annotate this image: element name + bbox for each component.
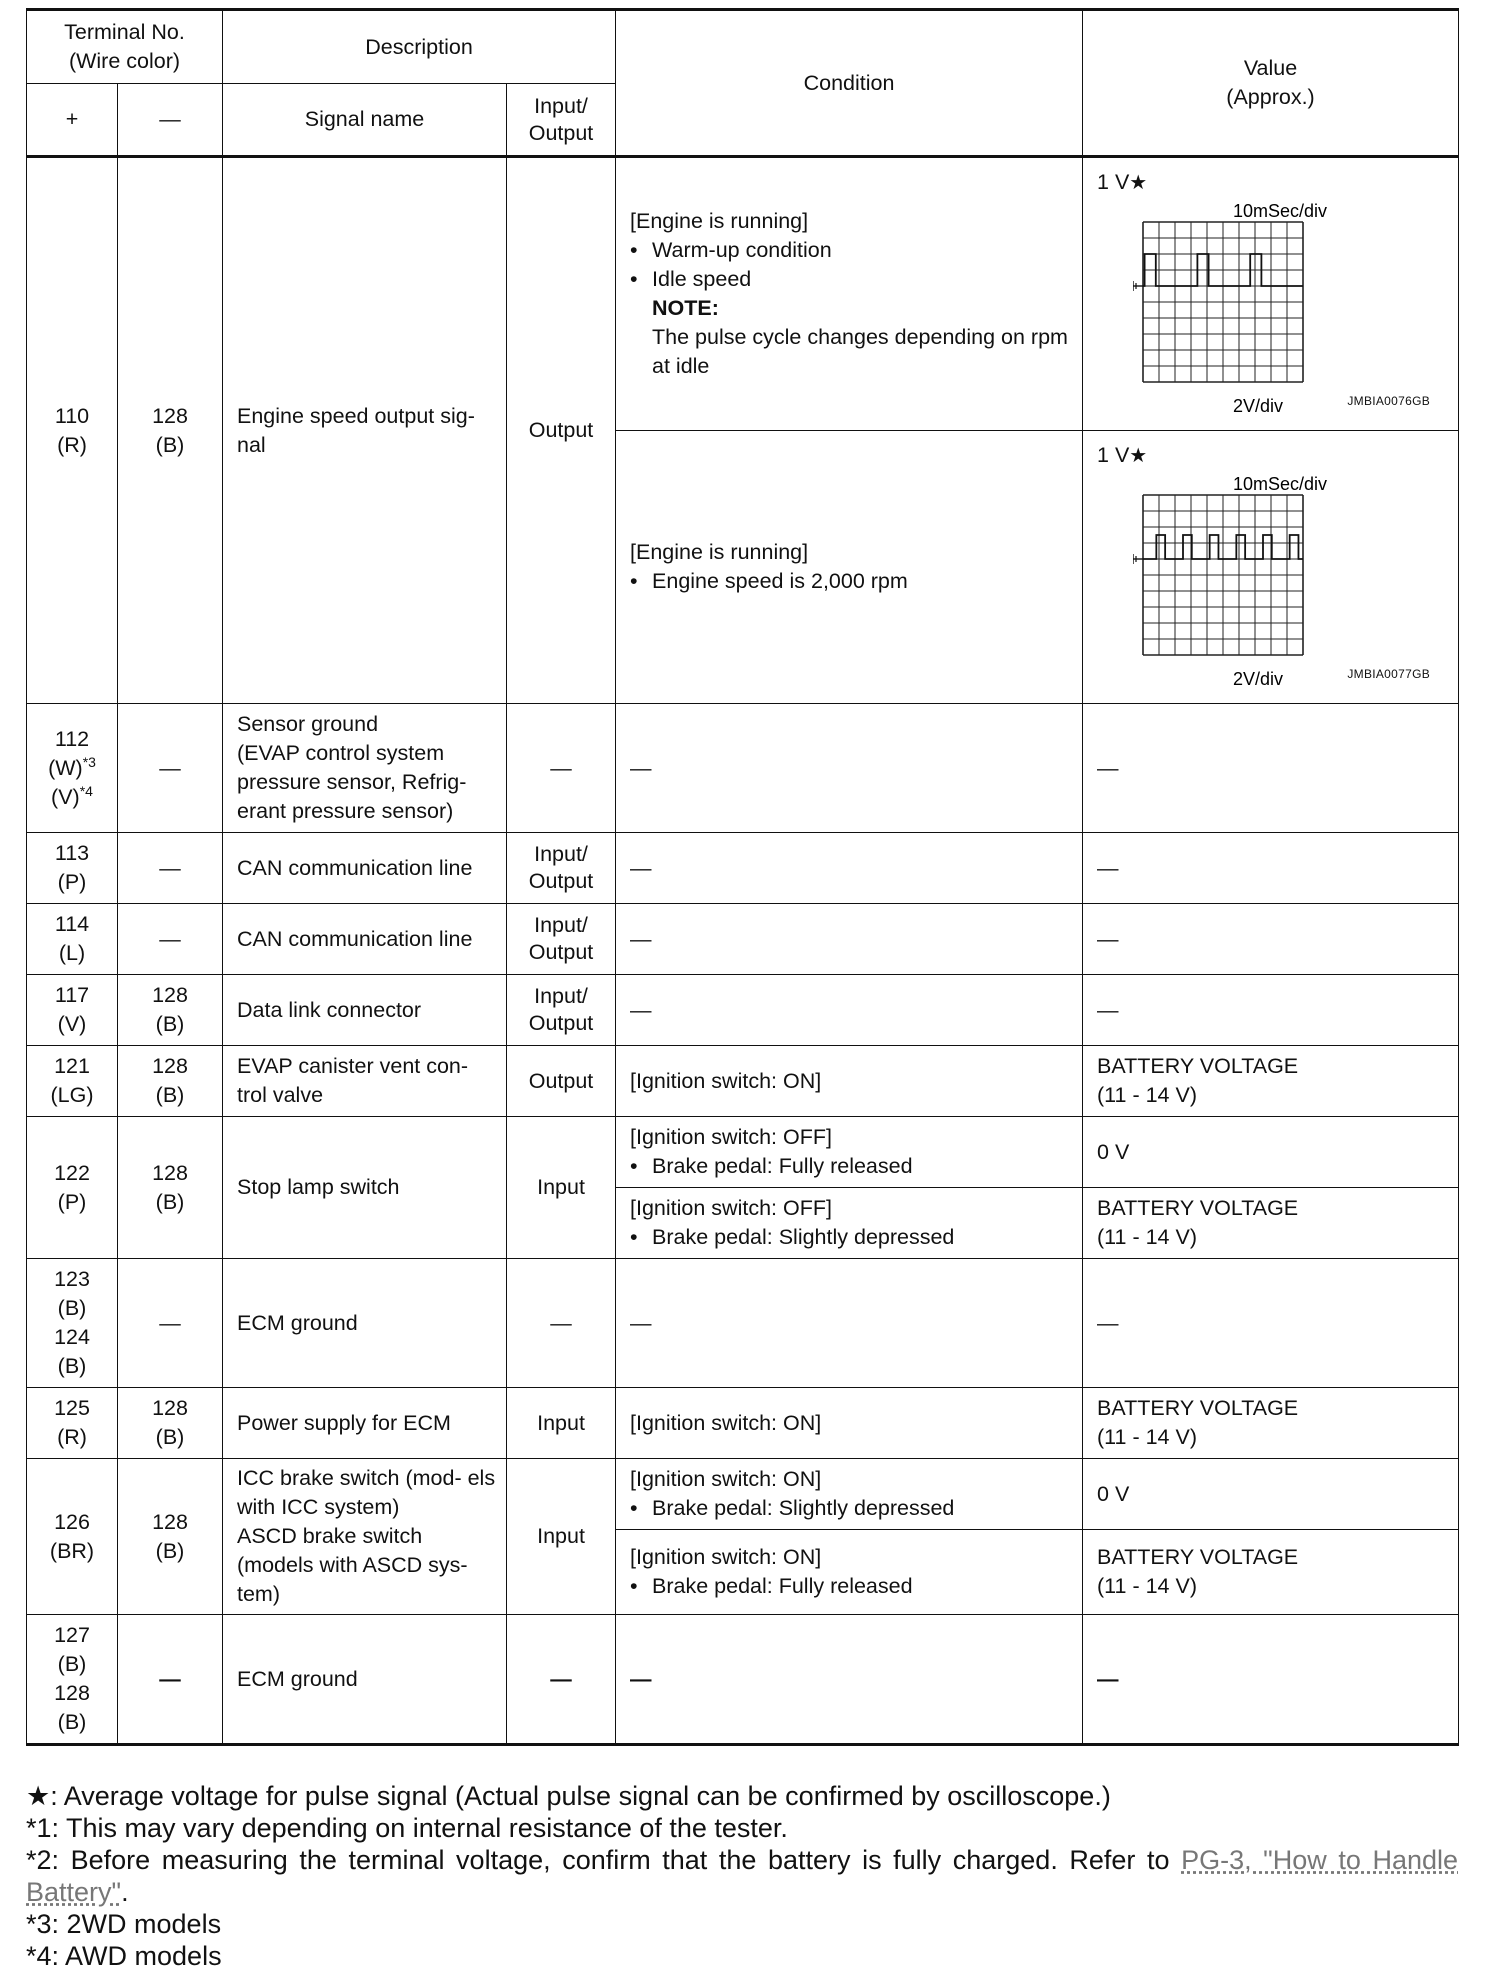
star-icon: ★	[26, 1781, 51, 1811]
waveform-amplitude	[1097, 168, 1147, 198]
terminal-minus: 128	[152, 1396, 188, 1420]
terminal-minus-color: (B)	[155, 1012, 185, 1036]
signal-name: Engine speed output sig- nal	[223, 157, 507, 704]
ground-icon	[1133, 281, 1143, 291]
terminal-plus-cell	[27, 704, 118, 833]
terminal-minus: 128	[152, 1054, 188, 1078]
header-condition: Condition	[616, 10, 1083, 157]
signal-name: Data link connector	[223, 975, 507, 1046]
value-range: (11 - 14 V)	[1097, 1225, 1197, 1249]
condition-title: [Engine is running]	[630, 209, 809, 233]
terminal-minus: 128	[152, 403, 188, 428]
terminal-minus: 128	[152, 1509, 188, 1534]
terminal-minus-color: (B)	[155, 1538, 185, 1563]
figure-id: JMBIA0077GB	[1347, 667, 1431, 681]
ground-icon	[1133, 554, 1143, 564]
terminal-plus-cell	[27, 1117, 118, 1259]
condition-cell	[616, 431, 1083, 704]
terminal-plus-color: (R)	[57, 1425, 87, 1449]
value-line: BATTERY VOLTAGE	[1097, 1196, 1299, 1220]
terminal-minus-cell	[118, 975, 223, 1046]
terminal-plus: 112	[54, 726, 90, 751]
footnote-2-text: *2: Before measuring the terminal voltage, confirm that the battery is fully charged. Refer to	[26, 1845, 1182, 1875]
note-label: NOTE:	[652, 296, 719, 320]
header-value-label: Value	[1243, 56, 1298, 80]
condition-bullet: • Engine speed is 2,000 rpm	[630, 567, 1068, 596]
signal-name: Stop lamp switch	[223, 1117, 507, 1259]
terminal-minus-color: (B)	[155, 1083, 185, 1107]
footnote-ref: *3	[82, 753, 96, 770]
terminal-plus-cell	[27, 1388, 118, 1459]
condition-title: [Ignition switch: OFF]	[630, 1125, 832, 1149]
condition-cell	[616, 1188, 1083, 1259]
value-line: BATTERY VOLTAGE	[1097, 1396, 1299, 1420]
terminal-plus-color: (B)	[57, 1652, 87, 1676]
condition-cell	[616, 1117, 1083, 1188]
terminal-plus: 125	[54, 1396, 90, 1420]
header-plus: +	[27, 84, 118, 157]
table-row-123-124	[27, 1259, 1459, 1388]
table-row-112	[27, 704, 1459, 833]
terminal-plus: 121	[54, 1054, 90, 1078]
terminal-minus-cell	[118, 1117, 223, 1259]
signal-name-line: Sensor ground	[237, 712, 379, 736]
header-terminal-label: Terminal No.	[64, 20, 185, 44]
terminal-plus-cell	[27, 1459, 118, 1615]
terminal-minus-color: (B)	[155, 1189, 185, 1214]
signal-name: ECM ground	[223, 1259, 507, 1388]
oscilloscope-waveform-idle	[1133, 200, 1353, 416]
terminal-spec-sheet	[26, 8, 1458, 1746]
signal-name: Power supply for ECM	[223, 1388, 507, 1459]
header-description: Description	[223, 10, 616, 84]
value-cell: 0 V	[1083, 1117, 1459, 1188]
terminal-plus-color: (R)	[57, 432, 87, 457]
waveform-amplitude	[1097, 441, 1147, 471]
input-output: —	[507, 704, 616, 833]
waveform-figure-idle	[1083, 158, 1458, 430]
condition-bullet: • Brake pedal: Slightly depressed	[630, 1494, 1068, 1523]
table-row-121	[27, 1046, 1459, 1117]
value-cell	[1083, 1046, 1459, 1117]
condition-cell	[616, 1459, 1083, 1530]
waveform-time-scale: 10mSec/div	[1233, 474, 1328, 494]
terminal-plus: 127	[54, 1623, 90, 1647]
condition-cell: —	[616, 975, 1083, 1046]
condition-cell	[616, 1530, 1083, 1615]
condition-title: [Ignition switch: OFF]	[630, 1196, 832, 1220]
signal-name: CAN communication line	[223, 833, 507, 904]
input-output: Input	[507, 1388, 616, 1459]
terminal-minus: —	[118, 904, 223, 975]
wire-color: (W)	[48, 755, 83, 780]
terminal-plus: 113	[54, 841, 90, 865]
terminal-plus-cell	[27, 904, 118, 975]
terminal-plus-color: (B)	[57, 1296, 87, 1320]
value-cell: 0 V	[1083, 1459, 1459, 1530]
value-line: BATTERY VOLTAGE	[1097, 1054, 1299, 1078]
header-minus: —	[118, 84, 223, 157]
footnote-4: *4: AWD models	[26, 1941, 222, 1971]
footnote-star-text: : Average voltage for pulse signal (Actual pulse signal can be confirmed by oscilloscope.)	[50, 1781, 1111, 1811]
table-row-122a	[27, 1117, 1459, 1188]
terminal-minus-cell	[118, 1388, 223, 1459]
star-icon: ★	[1129, 172, 1148, 194]
input-output: Input	[507, 1117, 616, 1259]
footnote-ref: *4	[79, 782, 93, 799]
signal-name: ECM ground	[223, 1615, 507, 1745]
condition-cell: —	[616, 833, 1083, 904]
value-cell: —	[1083, 975, 1459, 1046]
terminal-minus-cell	[118, 1459, 223, 1615]
input-output: Input/ Output	[507, 833, 616, 904]
footnote-3: *3: 2WD models	[26, 1909, 222, 1939]
table-row-126a	[27, 1459, 1459, 1530]
condition-bullet: • Brake pedal: Fully released	[630, 1152, 1068, 1181]
condition-title: [Engine is running]	[630, 540, 809, 564]
terminal-minus: —	[118, 1259, 223, 1388]
terminal-plus-color: (B)	[57, 1710, 87, 1734]
value-waveform-cell	[1083, 157, 1459, 431]
wire-color: (V)	[51, 784, 80, 809]
value-cell: —	[1083, 833, 1459, 904]
header-wire-color-label: (Wire color)	[68, 49, 181, 73]
condition-title: [Ignition switch: ON]	[630, 1545, 822, 1569]
value-cell: —	[1083, 1615, 1459, 1745]
terminal-plus-color: (BR)	[49, 1538, 95, 1563]
value-waveform-cell	[1083, 431, 1459, 704]
waveform-volt-scale: 2V/div	[1233, 669, 1284, 689]
input-output: Input	[507, 1459, 616, 1615]
terminal-minus-cell	[118, 1046, 223, 1117]
footnote-2	[26, 1844, 1458, 1908]
star-icon: ★	[1129, 445, 1148, 467]
terminal-plus-cell	[27, 833, 118, 904]
terminal-plus-cell	[27, 975, 118, 1046]
signal-name	[223, 704, 507, 833]
figure-id: JMBIA0076GB	[1347, 394, 1431, 408]
value-range: (11 - 14 V)	[1097, 1083, 1197, 1107]
condition-bullet: • Idle speed	[630, 265, 1068, 294]
table-row-125	[27, 1388, 1459, 1459]
footnote-2-end: .	[121, 1877, 129, 1907]
signal-name-ascd: ASCD brake switch (models with ASCD sys- tem)	[237, 1524, 468, 1606]
terminal-minus-color: (B)	[155, 432, 185, 457]
terminal-plus: 128	[54, 1681, 90, 1705]
terminal-plus-color	[31, 783, 113, 812]
terminal-plus-color: (L)	[58, 941, 86, 965]
terminal-plus: 124	[54, 1325, 90, 1349]
terminal-minus: 128	[152, 1160, 188, 1185]
input-output: Output	[507, 1046, 616, 1117]
footnotes	[26, 1780, 1458, 1972]
input-output: —	[507, 1615, 616, 1745]
terminal-plus-cell	[27, 1615, 118, 1745]
terminal-minus-color: (B)	[155, 1425, 185, 1449]
terminal-plus-color: (B)	[57, 1354, 87, 1378]
waveform-grid	[1143, 495, 1303, 655]
condition-cell: —	[616, 904, 1083, 975]
note-text: The pulse cycle changes depending on rpm at idle	[652, 325, 1068, 378]
terminal-plus: 110	[54, 403, 90, 428]
terminal-plus-color: (LG)	[50, 1083, 94, 1107]
table-row-110a	[27, 157, 1459, 431]
footnote-star	[26, 1780, 1458, 1812]
header-signal-name: Signal name	[223, 84, 507, 157]
value-cell: —	[1083, 904, 1459, 975]
terminal-plus: 114	[54, 912, 90, 936]
value-cell	[1083, 1188, 1459, 1259]
signal-name: EVAP canister vent con- trol valve	[223, 1046, 507, 1117]
value-cell	[1083, 1530, 1459, 1615]
signal-name	[223, 1459, 507, 1615]
value-cell: —	[1083, 704, 1459, 833]
condition-cell: —	[616, 1615, 1083, 1745]
condition-bullet: • Brake pedal: Slightly depressed	[630, 1223, 1068, 1252]
value-cell	[1083, 1388, 1459, 1459]
terminal-plus-cell	[27, 1259, 118, 1388]
input-output: Input/ Output	[507, 975, 616, 1046]
value-range: (11 - 14 V)	[1097, 1425, 1197, 1449]
terminal-minus: 128	[152, 983, 188, 1007]
header-terminal-no	[27, 10, 223, 84]
signal-name: CAN communication line	[223, 904, 507, 975]
value-line: BATTERY VOLTAGE	[1097, 1545, 1299, 1569]
condition-cell	[616, 157, 1083, 431]
value-range: (11 - 14 V)	[1097, 1574, 1197, 1598]
condition-title: [Ignition switch: ON]	[630, 1467, 822, 1491]
waveform-time-scale: 10mSec/div	[1233, 201, 1328, 221]
terminal-plus-cell	[27, 157, 118, 704]
terminal-plus-color	[31, 754, 113, 783]
condition-cell: [Ignition switch: ON]	[616, 1388, 1083, 1459]
terminal-plus-color: (V)	[57, 1012, 87, 1036]
waveform-volt-scale: 2V/div	[1233, 396, 1284, 416]
value-cell: —	[1083, 1259, 1459, 1388]
terminal-minus: —	[118, 704, 223, 833]
header-value	[1083, 10, 1459, 157]
terminal-plus-color: (P)	[57, 1189, 87, 1214]
terminal-plus-color: (P)	[57, 870, 87, 894]
condition-bullet: • Brake pedal: Fully released	[630, 1572, 1068, 1601]
input-output: —	[507, 1259, 616, 1388]
terminal-plus: 126	[54, 1509, 90, 1534]
terminal-plus: 122	[54, 1160, 90, 1185]
waveform-amplitude-value: 1 V	[1097, 443, 1130, 467]
table-row-114	[27, 904, 1459, 975]
table-row-113	[27, 833, 1459, 904]
terminal-plus: 123	[54, 1267, 90, 1291]
input-output: Input/ Output	[507, 904, 616, 975]
terminal-table	[26, 8, 1459, 1746]
condition-cell: —	[616, 1259, 1083, 1388]
signal-name-icc: ICC brake switch (mod- els with ICC system)	[237, 1466, 496, 1519]
terminal-minus: —	[118, 1615, 223, 1745]
condition-cell: [Ignition switch: ON]	[616, 1046, 1083, 1117]
footnote-1: *1: This may vary depending on internal resistance of the tester.	[26, 1813, 788, 1843]
header-approx-label: (Approx.)	[1226, 85, 1315, 109]
condition-bullet: • Warm-up condition	[630, 236, 1068, 265]
waveform-grid	[1143, 222, 1303, 382]
table-row-117	[27, 975, 1459, 1046]
battery-handling-link[interactable]: PG-3, "How to Handle Battery"	[26, 1845, 1459, 1907]
table-row-127-128	[27, 1615, 1459, 1745]
input-output: Output	[507, 157, 616, 704]
signal-name-detail: (EVAP control system pressure sensor, Refrig- erant pressure sensor)	[237, 741, 467, 823]
terminal-plus: 117	[54, 983, 90, 1007]
terminal-minus-cell	[118, 157, 223, 704]
header-input-output: Input/ Output	[507, 84, 616, 157]
terminal-minus: —	[118, 833, 223, 904]
oscilloscope-waveform-2000rpm	[1133, 473, 1353, 689]
header-row-1	[27, 10, 1459, 84]
terminal-plus-cell	[27, 1046, 118, 1117]
waveform-amplitude-value: 1 V	[1097, 170, 1130, 194]
waveform-figure-2000rpm	[1083, 431, 1458, 703]
condition-cell: —	[616, 704, 1083, 833]
